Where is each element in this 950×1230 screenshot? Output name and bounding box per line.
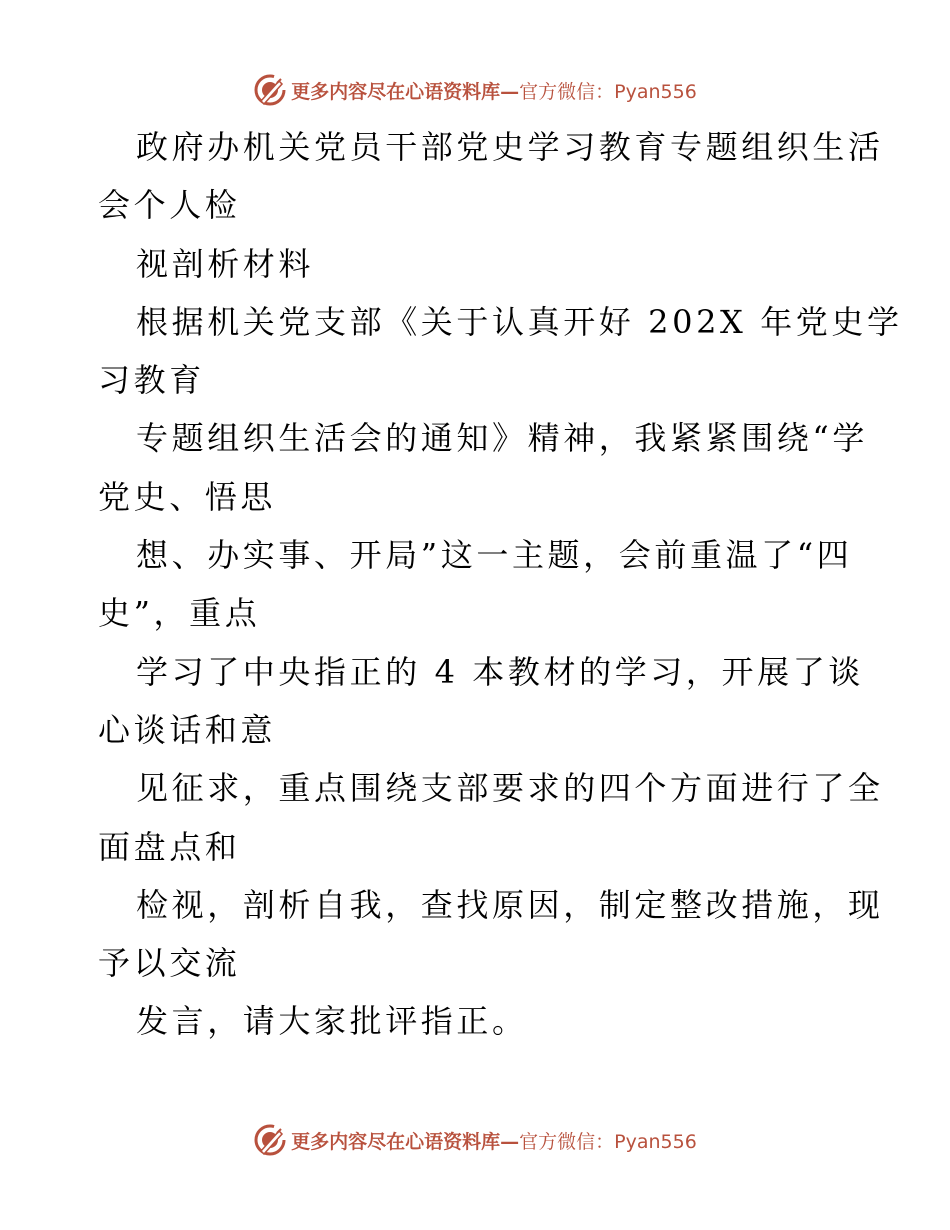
paragraph-line: 学习了中央指正的 4 本教材的学习，开展了谈: [136, 652, 864, 691]
paragraph-line: 专题组织生活会的通知》精神，我紧紧围绕“学: [136, 419, 868, 458]
paragraph-line: 面盘点和: [98, 827, 241, 866]
header-banner: [0, 70, 950, 110]
paragraph-line: 习教育: [98, 361, 205, 400]
paragraph-line: 检视，剖析自我，查找原因，制定整改措施，现: [136, 885, 884, 924]
paragraph-line: 政府办机关党员干部党史学习教育专题组织生活: [136, 128, 884, 166]
paragraph-line: 党史、悟思: [98, 477, 277, 516]
paragraph-line: 予以交流: [98, 944, 241, 983]
paragraph-line: 见征求，重点围绕支部要求的四个方面进行了全: [136, 769, 884, 808]
document-body: [98, 118, 903, 1051]
header-brand-text: 更多内容尽在心语资料库: [291, 80, 501, 103]
pen-logo-icon: [253, 73, 287, 107]
paragraph-line: 根据机关党支部《关于认真开好 202X 年党史学: [136, 302, 903, 341]
footer-banner-text: [291, 1127, 697, 1154]
paragraph-line: 发言，请大家批评指正。: [136, 1002, 528, 1041]
paragraph-line: 视剖析材料: [136, 244, 315, 283]
paragraph-line: 史”，重点: [98, 594, 261, 633]
pen-logo-icon: [253, 1123, 287, 1157]
paragraph-line: 会个人检: [98, 186, 241, 225]
footer-wechat-text: 官方微信：Pyan556: [519, 1130, 697, 1153]
footer-brand-text: 更多内容尽在心语资料库: [291, 1130, 501, 1153]
paragraph-line: 想、办实事、开局”这一主题，会前重温了“四: [136, 536, 853, 575]
header-wechat-text: 官方微信：Pyan556: [519, 80, 697, 103]
header-banner-text: [291, 77, 697, 104]
footer-banner: [0, 1120, 950, 1160]
footer-separator: —: [500, 1130, 520, 1153]
header-separator: —: [500, 80, 520, 103]
paragraph-line: 心谈话和意: [98, 710, 277, 749]
